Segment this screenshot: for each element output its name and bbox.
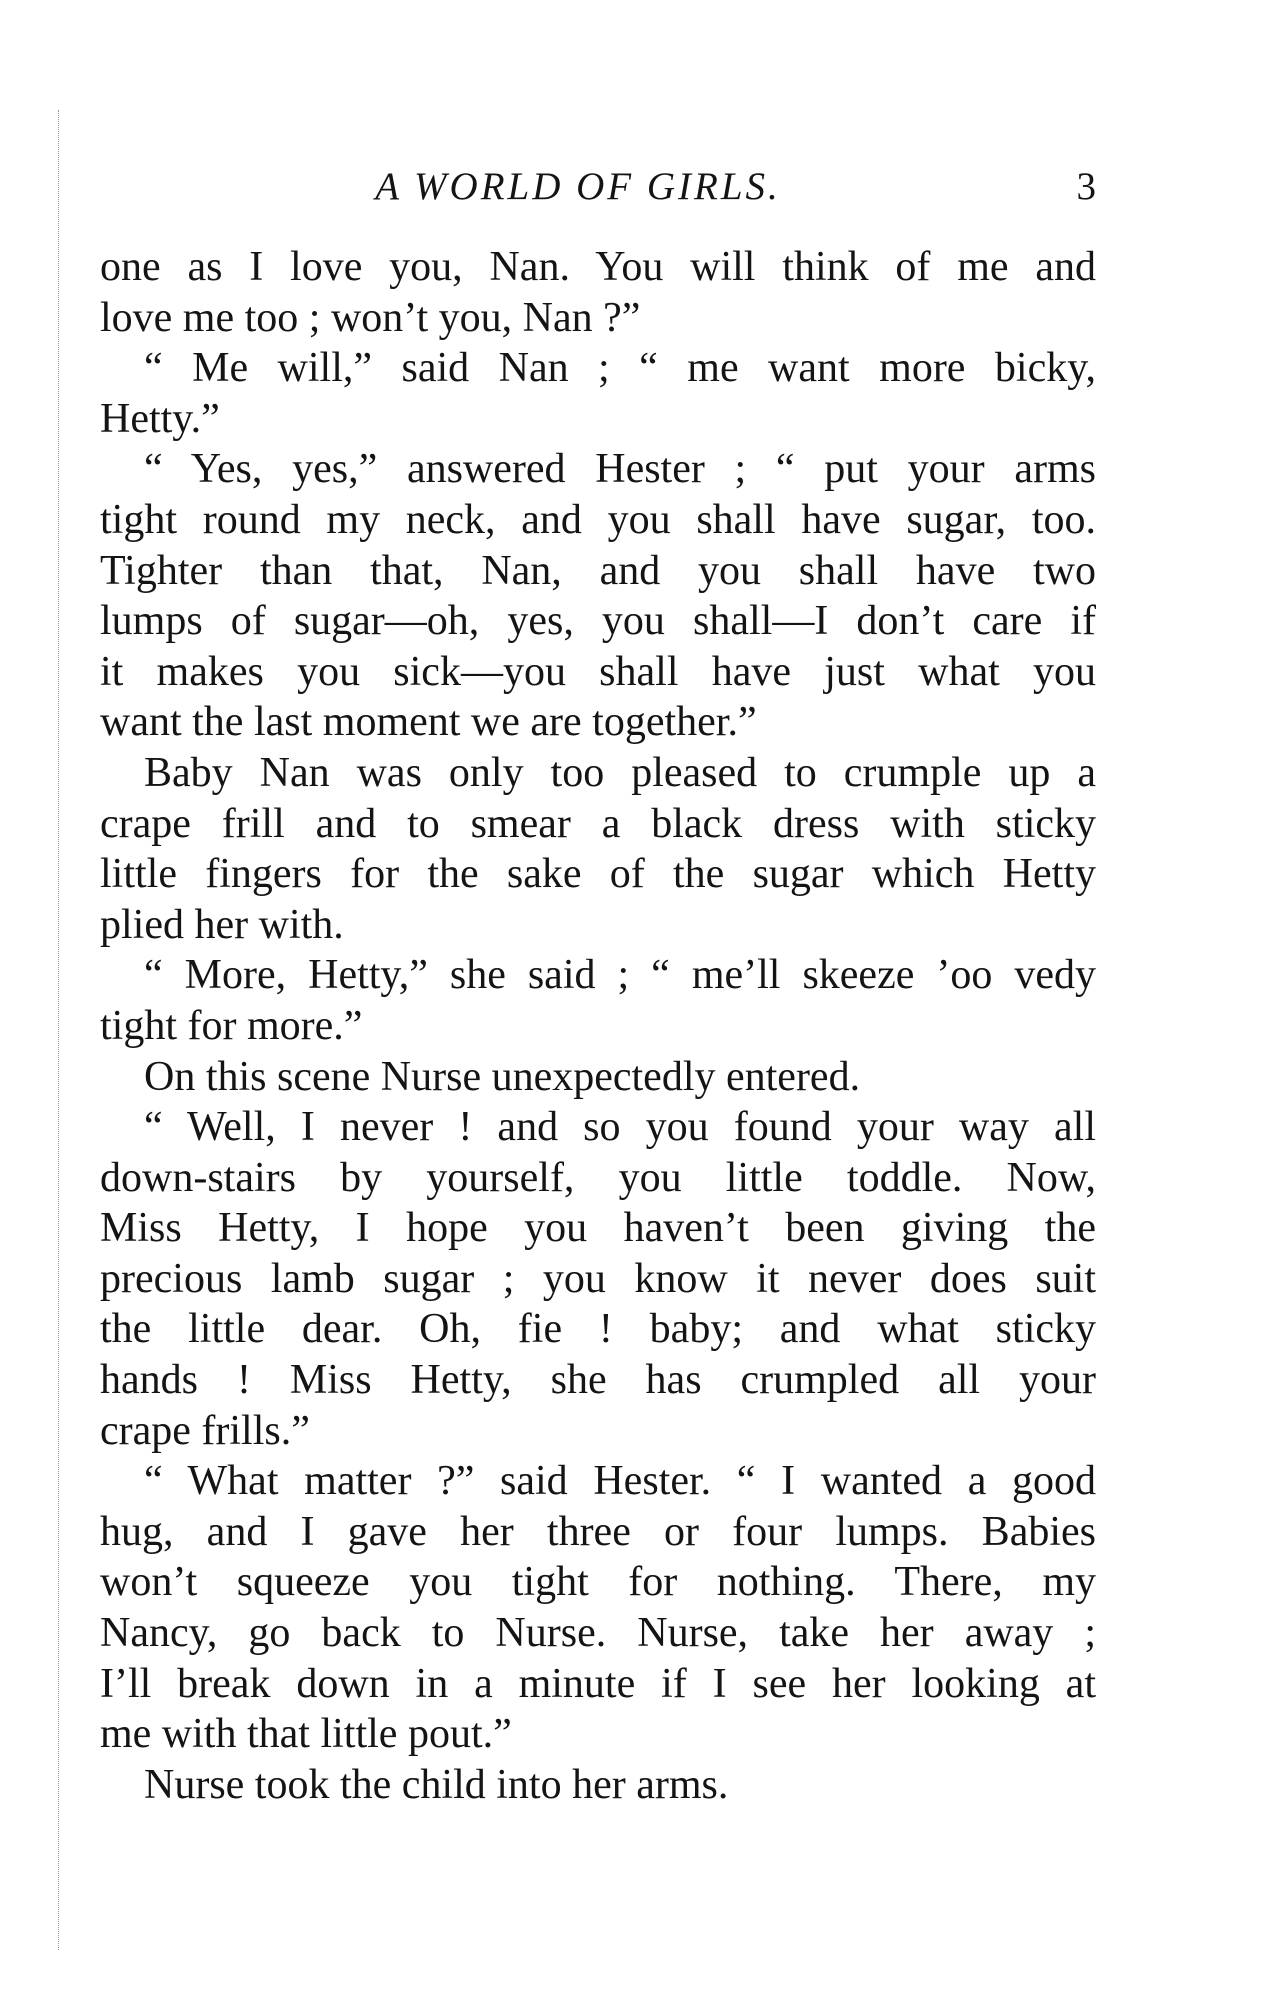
text-line: tight for more.” <box>100 1002 363 1049</box>
text-line: “ What matter ?” said Hester. “ I wanted a good <box>144 1458 1096 1505</box>
text-line: little fingers for the sake of the sugar which Hetty <box>100 851 1096 898</box>
text-line: tight round my neck, and you shall have sugar, too. <box>100 496 1096 543</box>
page-header <box>100 162 1096 212</box>
body-text <box>100 242 1096 1810</box>
text-line: Nancy, go back to Nurse. Nurse, take her away ; <box>100 1610 1096 1657</box>
text-line: Nurse took the child into her arms. <box>144 1761 729 1808</box>
text-line: “ Yes, yes,” answered Hester ; “ put your arms <box>144 446 1096 493</box>
text-line: the little dear. Oh, fie ! baby; and what sticky <box>100 1306 1096 1353</box>
text-line: hands ! Miss Hetty, she has crumpled all your <box>100 1357 1096 1404</box>
text-line: hug, and I gave her three or four lumps. Babies <box>100 1508 1096 1555</box>
text-line: want the last moment we are together.” <box>100 699 757 746</box>
text-line: Baby Nan was only too pleased to crumple up a <box>144 749 1096 796</box>
text-line: won’t squeeze you tight for nothing. There, my <box>100 1559 1096 1606</box>
text-line: lumps of sugar—oh, yes, you shall—I don’t care if <box>100 598 1096 645</box>
text-line: Hetty.” <box>100 395 220 442</box>
text-line: down-stairs by yourself, you little toddle. Now, <box>100 1154 1096 1201</box>
text-line: love me too ; won’t you, Nan ?” <box>100 294 641 341</box>
running-title: A WORLD OF GIRLS. <box>375 165 781 208</box>
text-line: precious lamb sugar ; you know it never does suit <box>100 1255 1096 1302</box>
text-line: me with that little pout.” <box>100 1711 512 1758</box>
text-line: “ Well, I never ! and so you found your way all <box>144 1104 1096 1151</box>
text-line: plied her with. <box>100 901 344 948</box>
text-line: Miss Hetty, I hope you haven’t been giving the <box>100 1205 1096 1252</box>
text-line: it makes you sick—you shall have just what you <box>100 648 1096 695</box>
text-line: On this scene Nurse unexpectedly entered. <box>144 1053 861 1100</box>
text-line: I’ll break down in a minute if I see her looking at <box>100 1660 1096 1707</box>
text-line: crape frill and to smear a black dress with sticky <box>100 800 1096 847</box>
text-line: one as I love you, Nan. You will think of me and <box>100 244 1096 290</box>
binding-gutter-line <box>58 110 59 1950</box>
text-line: “ Me will,” said Nan ; “ me want more bicky, <box>144 345 1096 392</box>
page-number: 3 <box>1076 165 1096 208</box>
text-line: “ More, Hetty,” she said ; “ me’ll skeeze ’oo vedy <box>144 952 1096 999</box>
text-line: crape frills.” <box>100 1407 310 1454</box>
text-line: Tighter than that, Nan, and you shall have two <box>100 547 1096 594</box>
